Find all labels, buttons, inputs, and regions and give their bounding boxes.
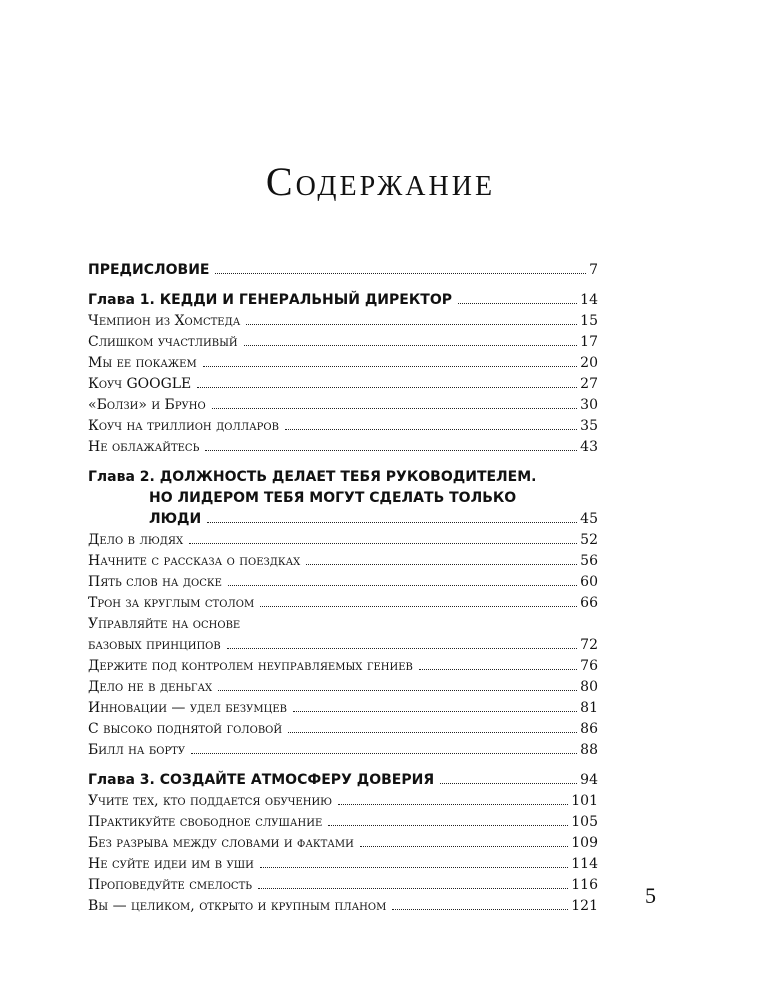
toc-entry [88,717,598,738]
toc-entry-page: 94 [580,772,598,788]
dot-leader [293,710,577,712]
toc-entry-text: Начните с рассказа о поездках [88,553,301,569]
toc-entry-text: НО ЛИДЕРОМ ТЕБЯ МОГУТ СДЕЛАТЬ ТОЛЬКО [149,490,517,506]
toc-entry-text: С высоко поднятой головой [88,721,283,737]
toc-entry-text: Держите под контролем неуправляемых гениев [88,658,413,674]
toc-entry [88,372,598,393]
toc-entry-text: Инновации — удел безумцев [88,700,287,716]
toc-entry-page: 105 [571,814,598,830]
toc-entry [88,633,598,654]
toc-entry [88,528,598,549]
page-number: 5 [645,883,656,908]
toc-entry-text: Глава 2. ДОЛЖНОСТЬ ДЕЛАЕТ ТЕБЯ РУКОВОДИТЕЛЕМ. [88,469,537,485]
dot-leader [288,731,577,733]
toc-entry [88,810,598,831]
toc-entry-page: 109 [571,835,598,851]
toc-entry-page: 81 [580,700,598,716]
toc-entry [88,696,598,717]
toc-entry [88,351,598,372]
toc-entry-page: 43 [580,439,598,455]
toc-entry-text: Трон за круглым столом [88,595,255,611]
toc-entry [88,309,598,330]
dot-leader [212,407,577,409]
toc-entry-text: Слишком участливый [88,334,238,350]
dot-leader [328,824,568,826]
toc-entry-page: 66 [580,595,598,611]
toc-entry-page: 17 [580,334,598,350]
dot-leader [246,627,587,628]
toc-entry [88,894,598,915]
toc-entry-text: Без разрыва между словами и фактами [88,835,354,851]
dot-leader [543,480,588,481]
toc-entry-text: Коуч GOOGLE [88,376,192,392]
toc-entry-page: 27 [580,376,598,392]
toc-entry-text: Пять слов на доске [88,574,222,590]
toc-entry-text: Практикуйте свободное слушание [88,814,323,830]
toc-entry [88,873,598,894]
toc-entry-text: Учите тех, кто поддается обучению [88,793,333,809]
toc-entry-page: 15 [580,313,598,329]
dot-leader [197,386,577,388]
toc-entry-page: 101 [571,793,598,809]
toc-entry-page: 80 [580,679,598,695]
dot-leader [258,887,568,889]
toc-entry-page: 114 [571,856,598,872]
toc-entry-preface [88,258,598,279]
dot-leader [260,605,577,607]
dot-leader [522,501,587,502]
toc-entry-text: Коуч на триллион долларов [88,418,279,434]
dot-leader [228,584,577,586]
dot-leader [246,323,577,325]
toc-entry [88,435,598,456]
toc-entry-page: 72 [580,637,598,653]
toc-entry [88,570,598,591]
toc-entry-text: Не суйте идеи им в уши [88,856,254,872]
dot-leader [440,782,577,784]
toc-entry-text: базовых принципов [88,637,221,653]
toc-entry-page: 86 [580,721,598,737]
dot-leader [189,542,577,544]
toc-entry [88,330,598,351]
toc-entry-page: 30 [580,397,598,413]
toc-entry-text: Билл на борту [88,742,186,758]
toc-entry-text: Не облажайтесь [88,439,200,455]
toc-entry-page: 45 [580,511,598,527]
toc-entry-page: 20 [580,355,598,371]
toc-entry [88,738,598,759]
dot-leader [392,908,568,910]
toc-chapter-2-line-1 [88,465,598,486]
toc-entry-text: Чемпион из Хомстеда [88,313,241,329]
toc-entry-page: 35 [580,418,598,434]
toc-entry [88,852,598,873]
toc-entry-page: 76 [580,658,598,674]
toc-entry-page: 88 [580,742,598,758]
dot-leader [205,449,577,451]
dot-leader [338,803,568,805]
dot-leader [215,272,586,274]
toc-entry-text: Проповедуйте смелость [88,877,252,893]
dot-leader [306,563,577,565]
page-title: Содержание [265,159,496,204]
dot-leader [458,302,577,304]
toc-chapter-1 [88,288,598,309]
toc-entry-text: ПРЕДИСЛОВИЕ [88,262,210,278]
toc-entry-text: Дело не в деньгах [88,679,213,695]
toc-entry-page: 52 [580,532,598,548]
dot-leader [191,752,577,754]
dot-leader [218,689,577,691]
toc-entry [88,789,598,810]
toc-entry [88,414,598,435]
toc-entry [88,393,598,414]
toc-entry [88,549,598,570]
toc-entry-page: 56 [580,553,598,569]
dot-leader [260,866,568,868]
toc-chapter-2-line-2 [88,486,598,507]
dot-leader [285,428,577,430]
toc-entry-text: Дело в людях [88,532,184,548]
toc-entry-page: 116 [571,877,598,893]
toc-entry-text: «Болзи» и Бруно [88,397,206,413]
toc-entry-text: Глава 3. СОЗДАЙТЕ АТМОСФЕРУ ДОВЕРИЯ [88,772,435,788]
dot-leader [207,521,577,523]
toc-entry-text: Мы ее покажем [88,355,197,371]
toc-chapter-3 [88,768,598,789]
dot-leader [244,344,578,346]
dot-leader [203,365,577,367]
dot-leader [227,647,577,649]
toc-entry [88,612,598,633]
dot-leader [360,845,568,847]
toc-entry-page: 60 [580,574,598,590]
toc-entry [88,675,598,696]
toc-entry-text: ЛЮДИ [149,511,202,527]
toc-entry-page: 14 [580,292,598,308]
toc-entry-page: 7 [589,262,598,278]
toc-chapter-2-line-3 [88,507,598,528]
toc-entry [88,591,598,612]
toc-entry-page: 121 [571,898,598,914]
toc-entry [88,654,598,675]
toc-entry-text: Вы — целиком, открыто и крупным планом [88,898,387,914]
toc-entry-text: Глава 1. КЕДДИ И ГЕНЕРАЛЬНЫЙ ДИРЕКТОР [88,292,452,308]
toc-entry [88,831,598,852]
dot-leader [419,668,577,670]
toc-entry-text: Управляйте на основе [88,616,241,632]
